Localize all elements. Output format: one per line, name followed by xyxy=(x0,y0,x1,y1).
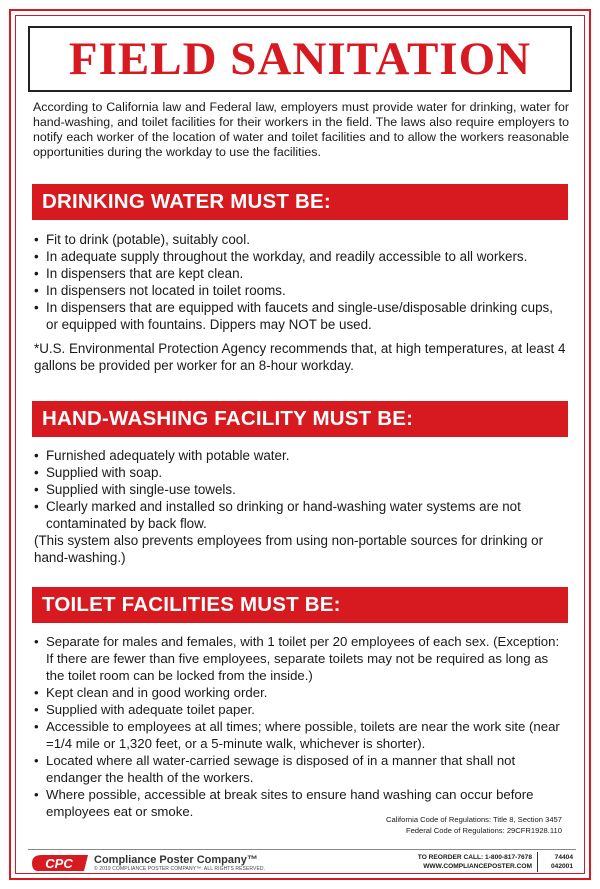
reorder-info xyxy=(370,853,532,871)
list-item: • Separate for males and females, with 1 toilet per 20 employees of each sex. (Exception: If there are fewer than five employees, separate toilets may not be required as long as the toilet room can be locked from the inside.) xyxy=(34,633,564,684)
drinking-water-heading: DRINKING WATER MUST BE: xyxy=(42,190,331,213)
footer-separator xyxy=(537,852,538,872)
hand-washing-heading: HAND-WASHING FACILITY MUST BE: xyxy=(42,407,414,430)
list-item: • Fit to drink (potable), suitably cool. xyxy=(34,231,564,248)
epa-recommendation-note: *U.S. Environmental Protection Agency recommends that, at high temperatures, at least 4 gallons be provided per worker for an 8-hour workday. xyxy=(34,341,566,373)
cpc-logo-icon xyxy=(28,853,90,873)
product-codes xyxy=(541,853,573,871)
revision-code: 042001 xyxy=(550,863,573,870)
california-citation: California Code of Regulations: Title 8, Section 3457 xyxy=(385,815,562,824)
regulation-citations xyxy=(386,814,562,836)
hand-washing-heading-banner xyxy=(32,401,568,437)
company-block xyxy=(94,854,265,873)
drinking-water-heading-banner xyxy=(32,184,568,220)
website-text: WWW.COMPLIANCEPOSTER.COM xyxy=(423,863,532,870)
list-item: • Where possible, accessible at break sites to ensure hand washing can occur before employees eat or smoke. xyxy=(34,786,564,820)
federal-citation: Federal Code of Regulations: 29CFR1928.110 xyxy=(405,826,562,835)
toilet-facilities-heading-banner xyxy=(32,587,568,623)
list-item: • Kept clean and in good working order. xyxy=(34,684,564,701)
list-item: • In dispensers that are equipped with faucets and single-use/disposable drinking cups, or equipped with fountains. Dippers may NOT be used. xyxy=(34,299,564,333)
list-item: • Accessible to employees at all times; where possible, toilets are near the work site (near =1/4 mile or 1,320 feet, or a 5-minute walk, whichever is shorter). xyxy=(34,718,564,752)
product-code: 74404 xyxy=(554,854,573,861)
company-name: Compliance Poster Company™ xyxy=(94,854,258,866)
list-item: • In dispensers that are kept clean. xyxy=(34,265,564,282)
list-item: • Supplied with adequate toilet paper. xyxy=(34,701,564,718)
hand-washing-list xyxy=(34,447,564,532)
footer-divider xyxy=(28,849,576,850)
list-item: • Clearly marked and installed so drinking or hand-washing water systems are not contaminated by back flow. xyxy=(34,498,564,532)
list-item: • Supplied with single-use towels. xyxy=(34,481,564,498)
logo-text: CPC xyxy=(45,856,73,871)
list-item: • In adequate supply throughout the workday, and readily accessible to all workers. xyxy=(34,248,564,265)
toilet-facilities-heading: TOILET FACILITIES MUST BE: xyxy=(42,593,341,616)
drinking-water-list xyxy=(34,231,564,333)
list-item: • Supplied with soap. xyxy=(34,464,564,481)
copyright-text: © 2019 COMPLIANCE POSTER COMPANY™. ALL RIGHTS RESERVED. xyxy=(94,866,266,872)
toilet-facilities-list xyxy=(34,633,564,820)
list-item: • In dispensers not located in toilet rooms. xyxy=(34,282,564,299)
title-box xyxy=(28,26,572,92)
list-item: • Located where all water-carried sewage is disposed of in a manner that shall not endanger the health of the workers. xyxy=(34,752,564,786)
intro-paragraph: According to California law and Federal law, employers must provide water for drinking, water for hand-washing, and toilet facilities for their workers in the field. The laws also require employers to notify each worker of the location of water and toilet facilities and to allow the workers reasonable opportunities during the workday to use the facilities. xyxy=(33,100,569,159)
hand-washing-note: (This system also prevents employees from using non-portable sources for drinking or hand-washing.) xyxy=(34,533,544,565)
list-item: • Furnished adequately with potable water. xyxy=(34,447,564,464)
reorder-phone: TO REORDER CALL: 1-800-817-7678 xyxy=(417,854,532,861)
page-title: FIELD SANITATION xyxy=(68,32,532,85)
